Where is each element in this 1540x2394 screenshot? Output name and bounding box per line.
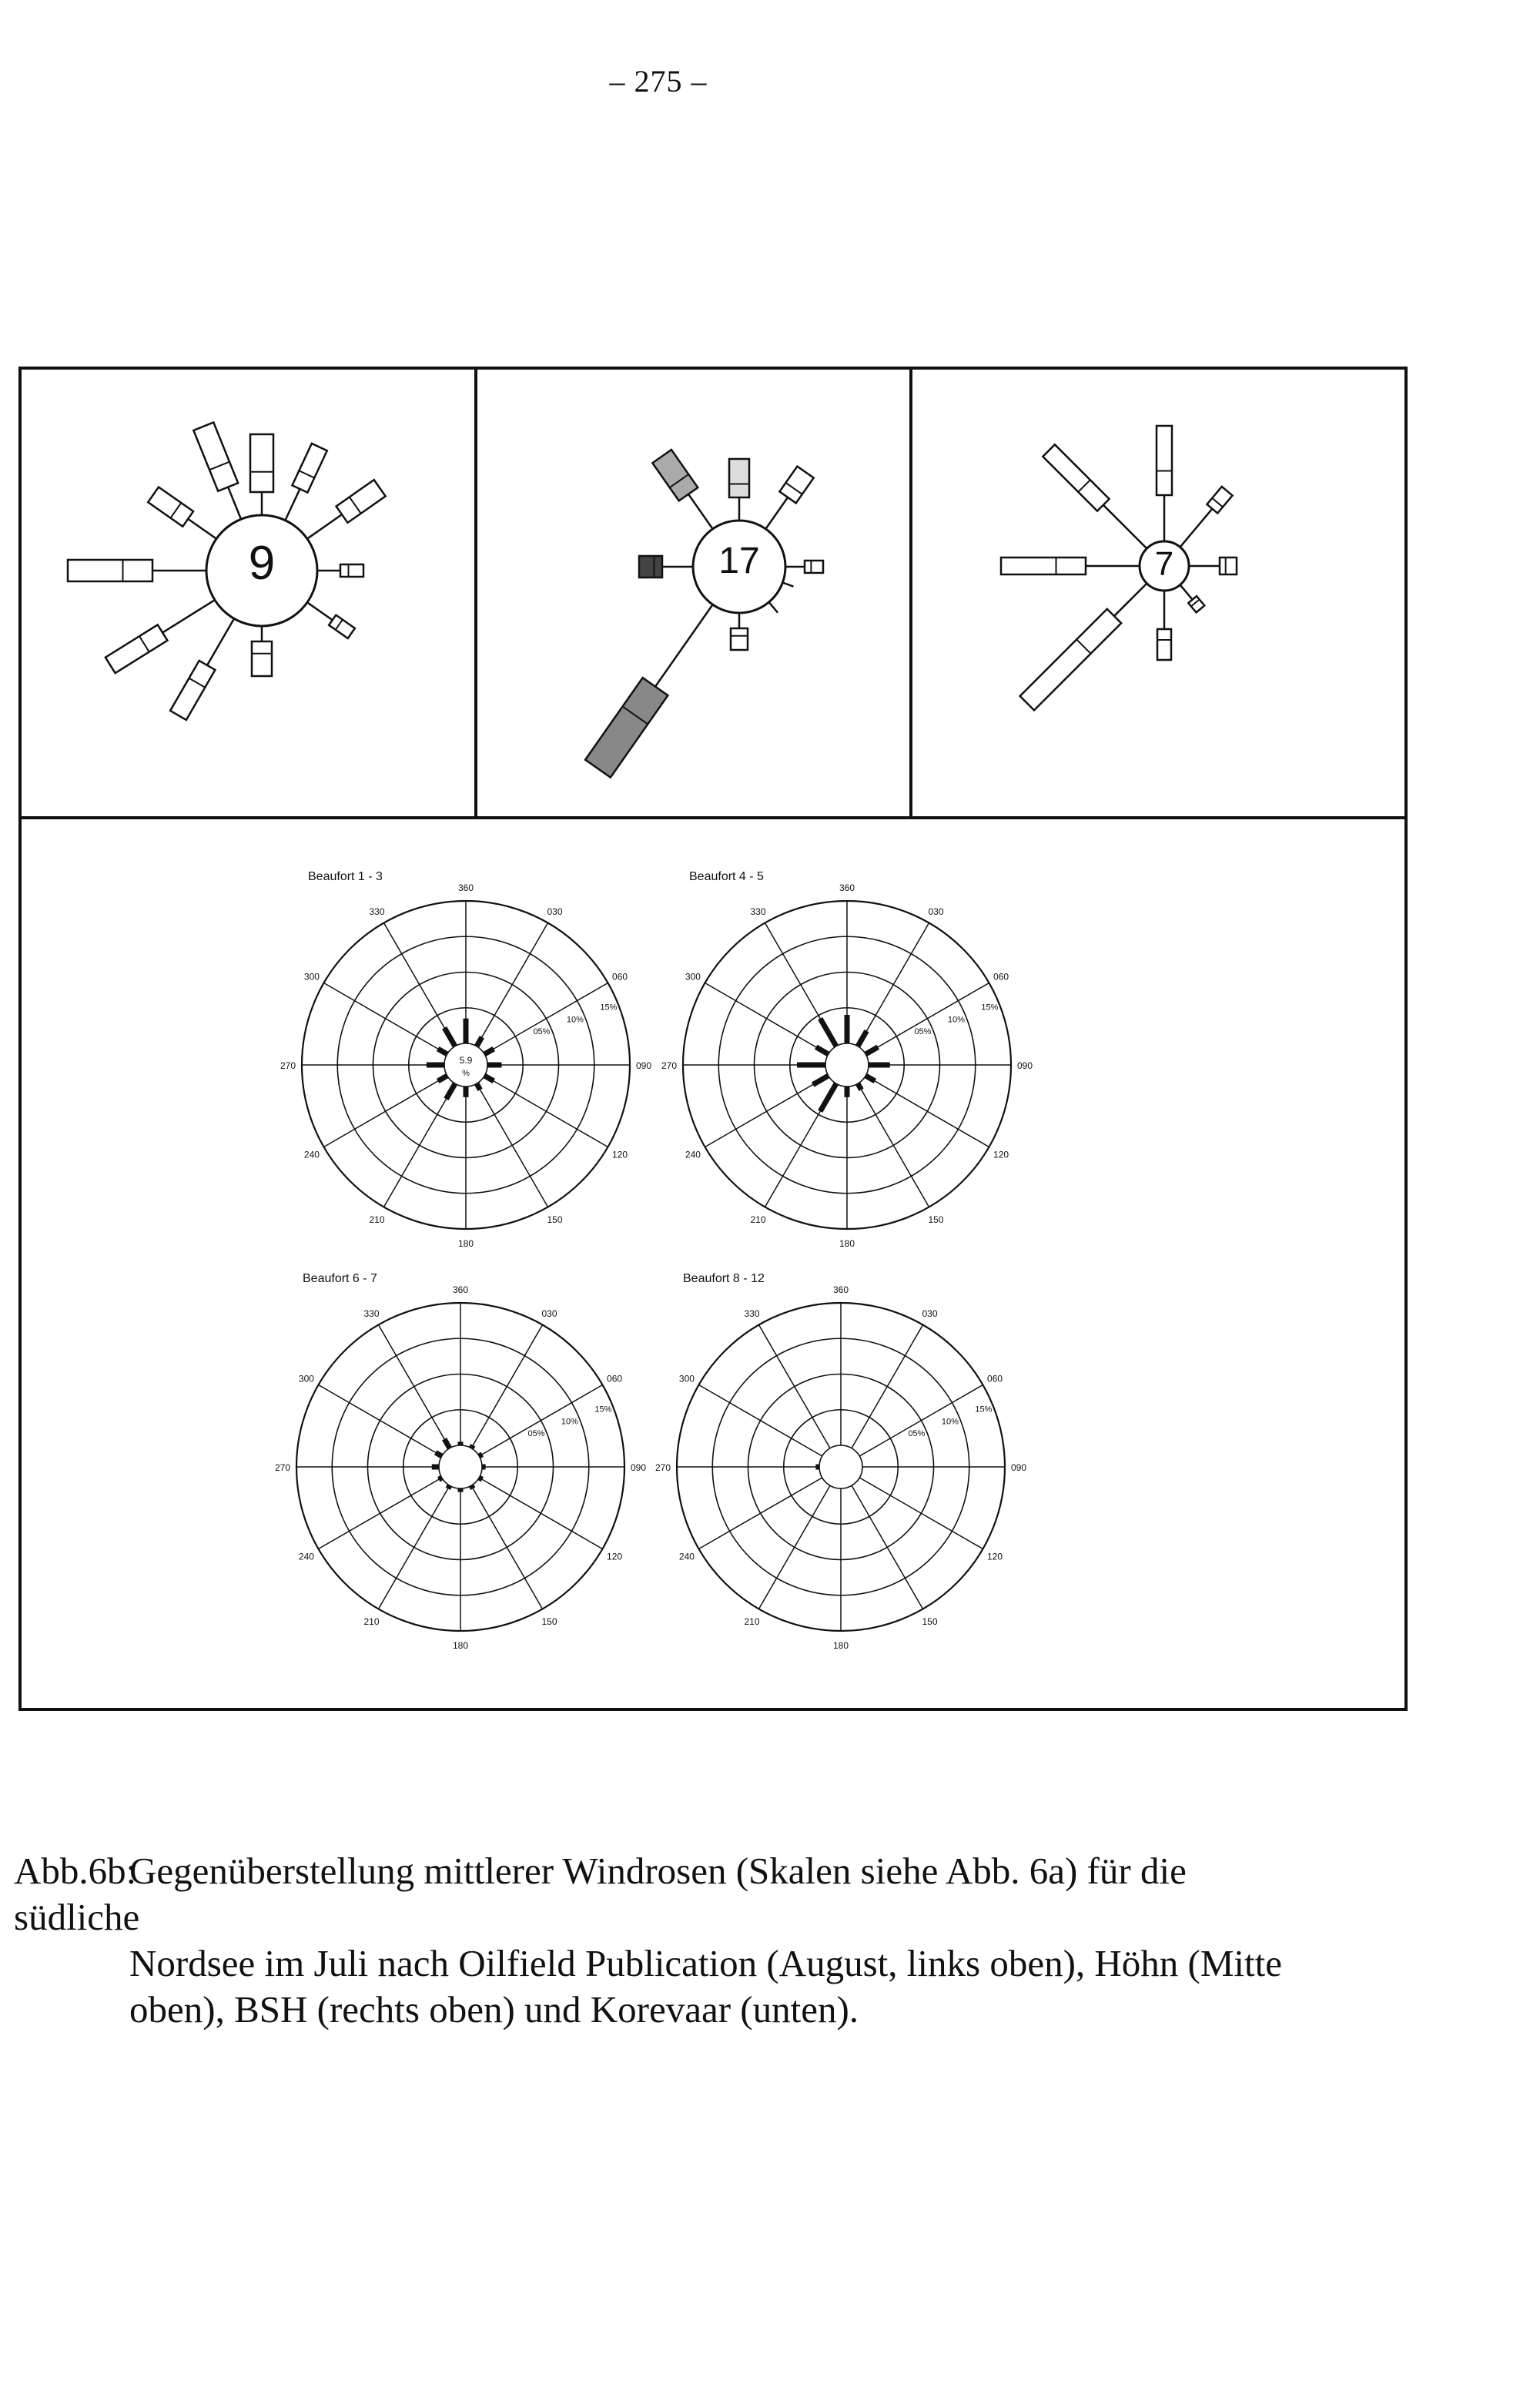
frequency-bar-030	[477, 1037, 482, 1046]
frequency-bar-210	[820, 1083, 836, 1111]
direction-label-060: 060	[607, 1373, 623, 1385]
top-wind-rose-oilfield	[68, 422, 386, 719]
frequency-bar-150	[471, 1485, 473, 1488]
chart-title: Beaufort 1 - 3	[308, 870, 383, 883]
direction-label-090: 090	[630, 1462, 647, 1473]
rose-spoke	[188, 519, 216, 539]
polar-chart-beaufort-4	[655, 1272, 1026, 1651]
rose-bar	[250, 434, 273, 492]
direction-label-300: 300	[303, 971, 320, 983]
chart-title: Beaufort 6 - 7	[303, 1272, 377, 1285]
frequency-bar-060	[479, 1455, 482, 1456]
direction-label-360: 360	[832, 1284, 849, 1295]
frequency-bar-120	[865, 1076, 875, 1081]
frequency-bar-210	[446, 1083, 455, 1099]
frequency-bar-150	[477, 1083, 480, 1090]
caption-line-1	[14, 1848, 1292, 1940]
direction-label-270: 270	[654, 1462, 671, 1473]
direction-label-330: 330	[744, 1307, 760, 1319]
polar-spoke	[477, 1083, 548, 1207]
rose-bar	[252, 641, 272, 676]
direction-label-330: 330	[750, 906, 766, 917]
direction-label-300: 300	[685, 971, 701, 983]
ring-label-15%: 15%	[600, 1003, 618, 1013]
polar-spoke	[324, 983, 447, 1055]
top-rose-3-center-value: 7	[1154, 545, 1174, 583]
frequency-bar-330	[444, 1439, 450, 1448]
direction-label-030: 030	[922, 1307, 938, 1319]
direction-label-300: 300	[298, 1373, 314, 1385]
frequency-bar-060	[865, 1047, 878, 1054]
polar-chart-beaufort-2	[661, 870, 1033, 1249]
direction-label-090: 090	[1016, 1060, 1033, 1071]
frequency-bar-060	[484, 1049, 494, 1054]
polar-spoke	[759, 1325, 831, 1448]
ring-label-10%: 10%	[947, 1015, 965, 1025]
ring-label-15%: 15%	[975, 1405, 993, 1415]
polar-spoke	[705, 983, 829, 1055]
ring-label-10%: 10%	[941, 1417, 959, 1427]
ring-label-15%: 15%	[594, 1405, 612, 1415]
rose-bar	[731, 628, 748, 650]
polar-spoke	[479, 1385, 602, 1457]
direction-label-150: 150	[922, 1616, 938, 1628]
frequency-bar-240	[439, 1478, 442, 1479]
figure-caption	[14, 1848, 1292, 2033]
frequency-bar-120	[479, 1478, 482, 1479]
direction-label-090: 090	[635, 1060, 652, 1071]
rose-bar	[805, 561, 823, 573]
ring-label-10%: 10%	[561, 1417, 578, 1427]
ring-label-05%: 05%	[908, 1429, 926, 1439]
top-rose-2-center-value: 17	[718, 541, 760, 581]
ring-label-05%: 05%	[533, 1027, 551, 1037]
page-number: – 275 –	[609, 64, 708, 99]
direction-label-270: 270	[661, 1060, 678, 1071]
direction-label-210: 210	[363, 1616, 380, 1628]
frequency-bar-240	[438, 1076, 447, 1081]
polar-spoke	[379, 1485, 450, 1609]
ring-label-15%: 15%	[981, 1003, 999, 1013]
frequency-bar-300	[436, 1452, 442, 1456]
rose-bar	[329, 615, 355, 638]
rose-bar	[1157, 629, 1171, 660]
polar-spoke	[384, 1083, 456, 1207]
rose-spoke	[307, 602, 333, 620]
direction-label-180: 180	[832, 1640, 849, 1651]
rose-bar	[68, 560, 152, 581]
direction-label-210: 210	[750, 1214, 766, 1226]
frequency-bar-030	[471, 1445, 473, 1448]
polar-spoke	[859, 1478, 983, 1549]
direction-label-240: 240	[678, 1551, 695, 1562]
direction-label-120: 120	[612, 1149, 628, 1160]
rose-bar	[336, 480, 386, 523]
chart-title: Beaufort 4 - 5	[689, 870, 764, 883]
polar-ring	[825, 1043, 869, 1087]
rose-bar	[148, 487, 193, 527]
rose-bar	[729, 459, 749, 497]
direction-label-330: 330	[369, 906, 385, 917]
rose-bar	[779, 467, 813, 504]
polar-spoke	[319, 1478, 442, 1549]
rose-spoke	[782, 583, 793, 587]
polar-spoke	[699, 1478, 822, 1549]
frequency-bar-030	[858, 1031, 867, 1046]
direction-label-150: 150	[928, 1214, 944, 1226]
direction-label-330: 330	[363, 1307, 380, 1319]
center-calm-value: 5.9	[459, 1055, 473, 1066]
polar-spoke	[484, 1076, 608, 1147]
polar-spoke	[865, 983, 989, 1055]
frequency-bar-210	[448, 1485, 450, 1488]
center-calm-unit: %	[462, 1069, 470, 1078]
rose-bar	[1220, 557, 1237, 574]
frequency-bar-330	[444, 1028, 455, 1046]
rose-bar	[1001, 557, 1086, 574]
rose-spoke	[1180, 585, 1193, 600]
rose-spoke	[162, 600, 215, 632]
direction-label-120: 120	[993, 1149, 1009, 1160]
direction-label-240: 240	[298, 1551, 314, 1562]
direction-label-240: 240	[685, 1149, 701, 1160]
rose-bar	[170, 661, 215, 720]
caption-line-2: Nordsee im Juli nach Oilfield Publication (August, links oben), Höhn (Mitte	[129, 1942, 1283, 1984]
direction-label-300: 300	[678, 1373, 695, 1385]
polar-spoke	[705, 1076, 829, 1147]
polar-spoke	[865, 1076, 989, 1147]
rose-bar	[1157, 426, 1172, 495]
polar-spoke	[852, 1485, 923, 1609]
caption-text-1: Gegenüberstellung mittlerer Windrosen (Skalen siehe Abb. 6a) für die südliche	[14, 1850, 1187, 1938]
direction-label-030: 030	[541, 1307, 557, 1319]
direction-label-060: 060	[987, 1373, 1003, 1385]
polar-ring	[819, 1445, 862, 1488]
rose-bar	[639, 556, 662, 578]
polar-spoke	[759, 1485, 831, 1609]
rose-bar	[1043, 444, 1109, 511]
direction-label-210: 210	[744, 1616, 760, 1628]
rose-bar	[292, 444, 326, 493]
direction-label-060: 060	[993, 971, 1009, 983]
direction-label-150: 150	[547, 1214, 563, 1226]
direction-label-120: 120	[607, 1551, 623, 1562]
direction-label-270: 270	[274, 1462, 291, 1473]
rose-spoke	[285, 489, 300, 521]
frequency-bar-120	[484, 1076, 494, 1081]
rose-spoke	[769, 602, 778, 613]
rose-bar	[105, 624, 168, 673]
rose-bar	[340, 564, 363, 577]
caption-line-3: oben), BSH (rechts oben) und Korevaar (unten).	[129, 1988, 859, 2031]
direction-label-030: 030	[547, 906, 563, 917]
rose-spoke	[307, 514, 342, 539]
direction-label-090: 090	[1010, 1462, 1027, 1473]
ring-label-05%: 05%	[914, 1027, 932, 1037]
direction-label-150: 150	[541, 1616, 557, 1628]
chart-title: Beaufort 8 - 12	[683, 1272, 765, 1285]
polar-spoke	[479, 1478, 602, 1549]
frequency-bar-300	[816, 1047, 829, 1054]
rose-spoke	[688, 494, 713, 529]
polar-spoke	[379, 1325, 450, 1448]
polar-spoke	[471, 1485, 543, 1609]
polar-spoke	[699, 1385, 822, 1457]
frequency-bar-300	[438, 1049, 447, 1054]
direction-label-030: 030	[928, 906, 944, 917]
polar-spoke	[858, 1083, 929, 1207]
polar-spoke	[324, 1076, 447, 1147]
frequency-bar-150	[858, 1083, 862, 1090]
rose-spoke	[207, 618, 234, 665]
direction-label-120: 120	[987, 1551, 1003, 1562]
korevaar-polar-charts	[275, 870, 1033, 1651]
top-wind-rose-hoehn	[585, 450, 823, 778]
rose-spoke	[1180, 509, 1213, 547]
ring-label-10%: 10%	[566, 1015, 584, 1025]
polar-spoke	[859, 1385, 983, 1457]
figure-border	[20, 368, 1406, 1709]
rose-spoke	[1114, 584, 1147, 616]
rose-spoke	[765, 497, 788, 529]
rose-spoke	[1103, 505, 1147, 549]
rose-bar	[1020, 609, 1122, 711]
direction-label-360: 360	[457, 882, 474, 893]
frequency-bar-330	[820, 1019, 836, 1046]
rose-spoke	[655, 604, 713, 686]
rose-bar	[585, 678, 668, 777]
direction-label-060: 060	[612, 971, 628, 983]
rose-bar	[193, 422, 238, 491]
direction-label-210: 210	[369, 1214, 385, 1226]
direction-label-360: 360	[452, 1284, 469, 1295]
direction-label-180: 180	[839, 1238, 855, 1249]
rose-bar	[652, 450, 698, 501]
polar-spoke	[319, 1385, 442, 1457]
polar-chart-beaufort-3	[275, 1272, 646, 1651]
rose-spoke	[228, 487, 241, 520]
polar-ring	[439, 1445, 482, 1488]
direction-label-180: 180	[457, 1238, 474, 1249]
top-wind-rose-bsh	[1001, 426, 1237, 710]
polar-spoke	[484, 983, 608, 1055]
frequency-bar-240	[813, 1076, 829, 1085]
polar-chart-beaufort-1	[280, 870, 651, 1249]
direction-label-270: 270	[280, 1060, 296, 1071]
top-rose-1-center-value: 9	[248, 537, 276, 590]
direction-label-180: 180	[452, 1640, 469, 1651]
direction-label-240: 240	[303, 1149, 320, 1160]
ring-label-05%: 05%	[527, 1429, 545, 1439]
direction-label-360: 360	[839, 882, 855, 893]
caption-label: Abb.6b:	[14, 1850, 137, 1892]
